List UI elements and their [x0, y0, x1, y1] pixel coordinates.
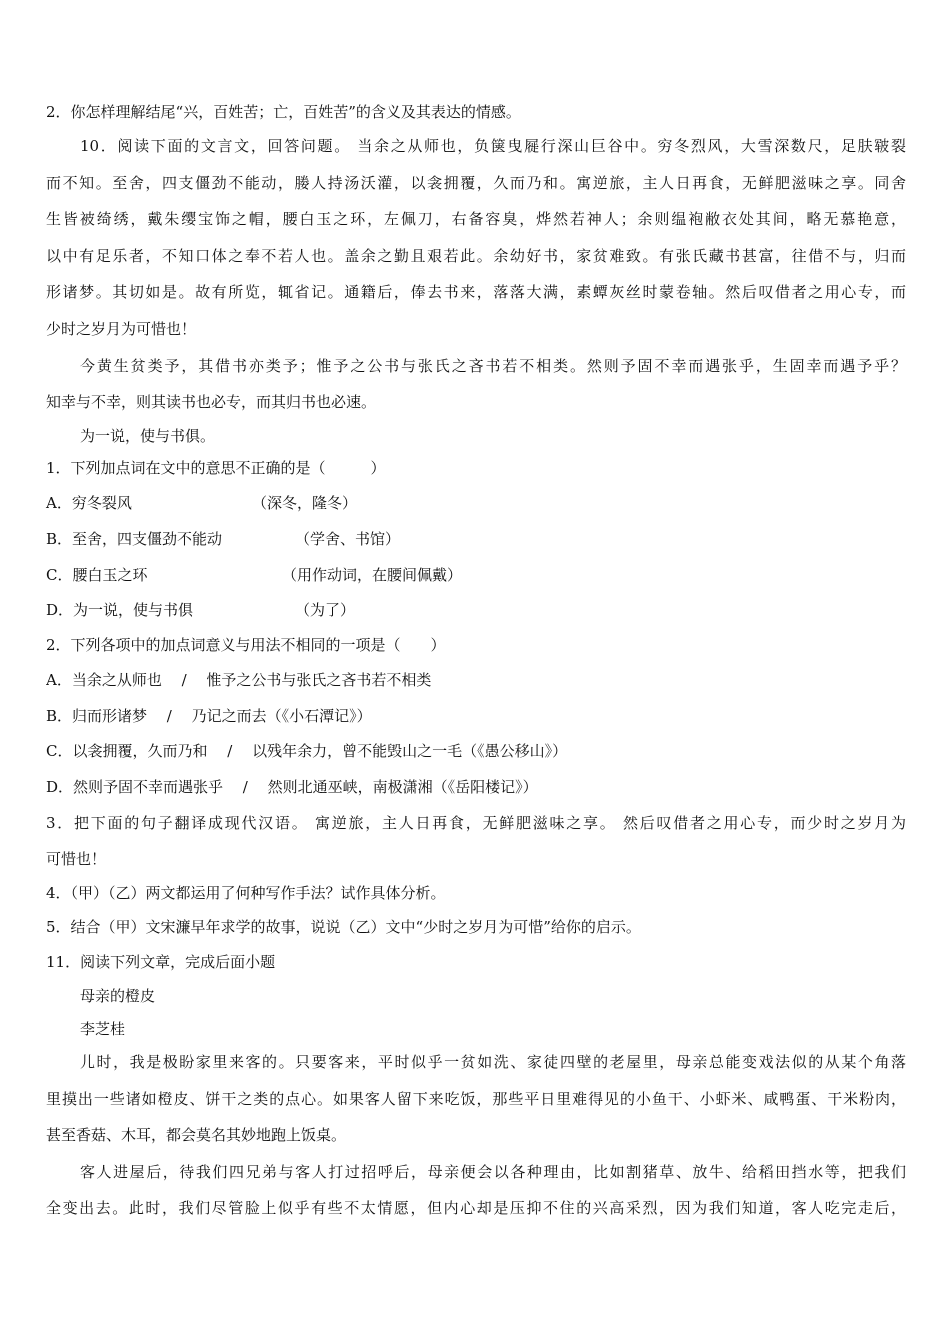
- article-title: 母亲的橙皮: [80, 987, 156, 1005]
- passage-line: 为一说，使与书俱。: [80, 427, 216, 445]
- q2-option-a: A．当余之从师也 / 惟予之公书与张氏之吝书若不相类: [46, 671, 432, 689]
- passage-line: 10．阅读下面的文言文，回答问题。 当余之从师也，负箧曳屣行深山巨谷中。穷冬烈风，大雪深数尺，足肤皲裂: [80, 137, 906, 155]
- question-11: 11．阅读下列文章，完成后面小题: [46, 953, 276, 971]
- passage-line: 知幸与不幸，则其读书也必专，而其归书也必速。: [46, 393, 377, 411]
- q1-option-c: C．腰白玉之环: [46, 566, 148, 584]
- passage-line: 生皆被绮绣，戴朱缨宝饰之帽，腰白玉之环，左佩刀，右备容臭，烨然若神人；余则缊袍敝衣处其间，略无慕艳意，: [46, 210, 906, 228]
- q1-option-d: D．为一说，使与书俱: [46, 601, 194, 619]
- question-4: 4．（甲）（乙）两文都运用了何种写作手法？试作具体分析。: [46, 884, 446, 902]
- question-1: 1．下列加点词在文中的意思不正确的是（ ）: [46, 459, 386, 477]
- article-line: 甚至香菇、木耳，都会莫名其妙地跑上饭桌。: [46, 1126, 347, 1144]
- question-3-cont: 可惜也！: [46, 850, 107, 868]
- passage-line: 形诸梦。其切如是。故有所览，辄省记。通籍后，俸去书来，落落大满，素蟫灰丝时蒙卷轴。然后叹借者之用心专，而: [46, 283, 906, 301]
- question-2-previous: 2．你怎样理解结尾“兴，百姓苦；亡，百姓苦”的含义及其表达的情感。: [46, 103, 521, 121]
- question-5: 5．结合（甲）文宋濂早年求学的故事，说说（乙）文中“少时之岁月为可惜”给你的启示。: [46, 918, 641, 936]
- passage-line: 今黄生贫类予，其借书亦类予；惟予之公书与张氏之吝书若不相类。然则予固不幸而遇张乎，生固幸而遇予乎？: [80, 357, 906, 375]
- q2-option-c: C．以衾拥覆，久而乃和 / 以残年余力，曾不能毁山之一毛（《愚公移山》）: [46, 742, 568, 760]
- article-line: 里摸出一些诸如橙皮、饼干之类的点心。如果客人留下来吃饭，那些平日里难得见的小鱼干、小虾米、咸鸭蛋、干米粉肉，: [46, 1090, 906, 1108]
- q1-option-c-note: （用作动词，在腰间佩戴）: [282, 566, 463, 584]
- article-line: 儿时，我是极盼家里来客的。只要客来，平时似乎一贫如洗、家徒四壁的老屋里，母亲总能变戏法似的从某个角落: [80, 1053, 906, 1071]
- q1-option-d-note: （为了）: [295, 601, 356, 619]
- passage-line: 少时之岁月为可惜也！: [46, 320, 197, 338]
- q1-option-a-note: （深冬，隆冬）: [252, 494, 358, 512]
- q2-option-b: B．归而形诸梦 / 乃记之而去（《小石潭记》）: [46, 707, 372, 725]
- question-2: 2．下列各项中的加点词意义与用法不相同的一项是（ ）: [46, 636, 446, 654]
- q1-option-b: B．至舍，四支僵劲不能动: [46, 530, 223, 548]
- question-3: 3．把下面的句子翻译成现代汉语。 寓逆旅，主人日再食，无鲜肥滋味之享。 然后叹借者之用心专，而少时之岁月为: [46, 814, 906, 832]
- passage-line: 以中有足乐者，不知口体之奉不若人也。盖余之勤且艰若此。余幼好书，家贫难致。有张氏藏书甚富，往借不与，归而: [46, 247, 906, 265]
- article-author: 李芝桂: [80, 1020, 126, 1038]
- q2-option-d: D．然则予固不幸而遇张乎 / 然则北通巫峡，南极潇湘（《岳阳楼记》）: [46, 778, 538, 796]
- article-line: 客人进屋后，待我们四兄弟与客人打过招呼后，母亲便会以各种理由，比如割猪草、放牛、给稻田挡水等，把我们: [80, 1163, 906, 1181]
- passage-line: 而不知。至舍，四支僵劲不能动，媵人持汤沃灌，以衾拥覆，久而乃和。寓逆旅，主人日再食，无鲜肥滋味之享。同舍: [46, 174, 906, 192]
- q1-option-a: A．穷冬裂风: [46, 494, 132, 512]
- q1-option-b-note: （学舍、书馆）: [295, 530, 401, 548]
- article-line: 全变出去。此时，我们尽管脸上似乎有些不太情愿，但内心却是压抑不住的兴高采烈，因为我们知道，客人吃完走后，: [46, 1199, 906, 1217]
